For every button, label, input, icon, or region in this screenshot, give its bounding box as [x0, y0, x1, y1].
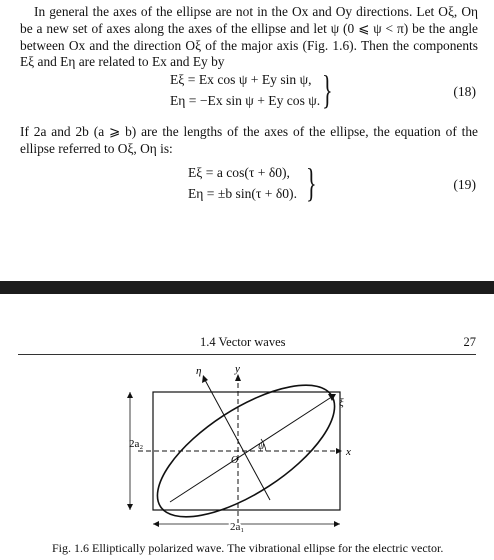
- eta-axis-arrow: [202, 375, 208, 383]
- dimension-2a2-arrow-top: [127, 392, 133, 398]
- equation-18-number: (18): [453, 84, 476, 99]
- equation-19-brace: }: [306, 160, 317, 205]
- paragraph-2: If 2a and 2b (a ⩾ b) are the lengths of the axes of the ellipse, the equation of the ellipse referred to Oξ, Oη is:: [20, 124, 478, 156]
- label-origin: O: [231, 455, 239, 466]
- header-rule: [18, 354, 476, 355]
- dimension-2a1-arrow-left: [153, 521, 159, 527]
- page-number: 27: [463, 335, 476, 349]
- label-eta: η: [196, 365, 202, 377]
- label-y: y: [235, 363, 240, 375]
- equation-18-brace: }: [322, 67, 333, 112]
- dimension-2a1-arrow-right: [334, 521, 340, 527]
- paragraph-1: In general the axes of the ellipse are not in the Ox and Oy directions. Let Oξ, Oη be a new set of axes along the axes of the ellipse and let ψ (0 ⩽ ψ < π) be the angle between Ox and the direction Oξ of the major axis (Fig. 1.6). Then the components Eξ and Eη are related to Ex and Ey by: [20, 4, 478, 70]
- dimension-2a2-arrow-bottom: [127, 504, 133, 510]
- x-axis-arrow: [336, 448, 342, 454]
- running-head-title: 1.4 Vector waves: [200, 335, 286, 349]
- xi-axis: [170, 398, 330, 502]
- equation-19-line-2: Eη = ±b sin(τ + δ0).: [188, 186, 297, 201]
- figure-1-6: [120, 362, 370, 540]
- equation-19-line-1: Eξ = a cos(τ + δ0),: [188, 165, 290, 180]
- equation-18-line-1: Eξ = Ex cos ψ + Ey sin ψ,: [170, 72, 312, 87]
- label-xi: ξ: [339, 397, 344, 409]
- label-2a1: 2a₁: [230, 521, 245, 533]
- label-2a2: 2a₂: [129, 438, 144, 450]
- label-psi: ψ: [258, 441, 265, 452]
- label-x: x: [346, 446, 351, 458]
- page-gap: [0, 281, 494, 294]
- y-axis-arrow: [235, 374, 241, 381]
- equation-18-line-2: Eη = −Ex sin ψ + Ey cos ψ.: [170, 93, 321, 108]
- equation-19-number: (19): [453, 177, 476, 192]
- figure-caption: Fig. 1.6 Elliptically polarized wave. The vibrational ellipse for the electric vector.: [52, 541, 444, 555]
